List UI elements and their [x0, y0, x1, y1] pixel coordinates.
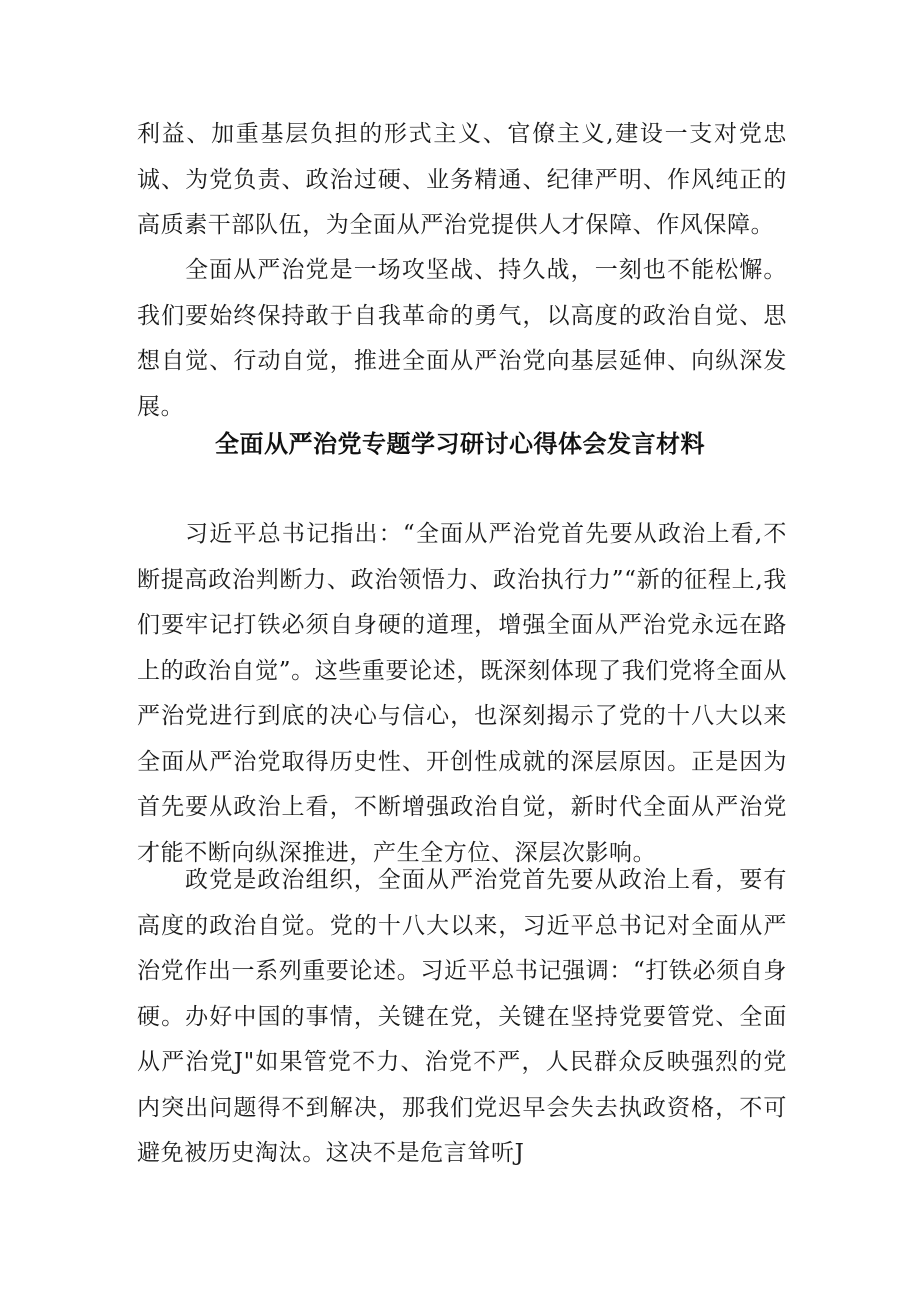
body-paragraph-continued: 利益、加重基层负担的形式主义、官僚主义,建设一支对党忠诚、为党负责、政治过硬、业务精通、纪律严明、作风纯正的高质素干部队伍，为全面从严治党提供人才保障、作风保障。	[137, 121, 787, 238]
body-paragraph: 习近平总书记指出：“全面从严治党首先要从政治上看,不断提高政治判断力、政治领悟力、政治执行力”“新的征程上,我们要牢记打铁必须自身硬的道理，增强全面从严治党永远在路上的政治自觉”。这些重要论述，既深刻体现了我们党将全面从严治党进行到底的决心与信心，也深刻揭示了党的十八大以来全面从严治党取得历史性、开创性成就的深层原因。正是因为首先要从政治上看，不断增强政治自觉，新时代全面从严治党才能不断向纵深推进，产生全方位、深层次影响。	[137, 521, 787, 866]
body-paragraph: 政党是政治组织，全面从严治党首先要从政治上看，要有高度的政治自觉。党的十八大以来，习近平总书记对全面从严治党作出一系列重要论述。习近平总书记强调：“打铁必须自身硬。办好中国的事情，关键在党，关键在坚持党要管党、全面从严治党J"如果管党不力、治党不严，人民群众反映强烈的党内突出问题得不到解决，那我们党迟早会失去执政资格，不可避免被历史淘汰。这决不是危言耸听J	[137, 867, 787, 1166]
body-paragraph: 全面从严治党是一场攻坚战、持久战，一刻也不能松懈。我们要始终保持敢于自我革命的勇气，以高度的政治自觉、思想自觉、行动自觉，推进全面从严治党向基层延伸、向纵深发展。	[137, 257, 787, 420]
section-title: 全面从严治党专题学习研讨心得体会发言材料	[215, 430, 705, 458]
